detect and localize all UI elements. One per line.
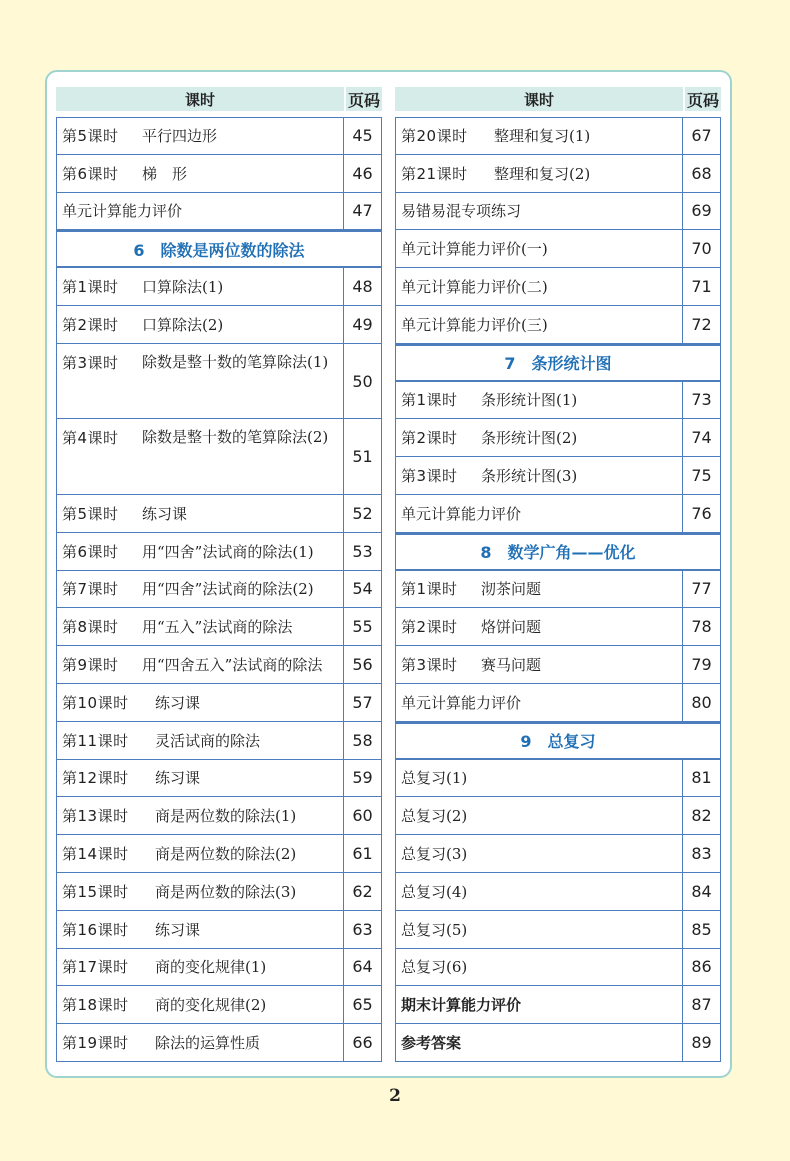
lesson-title xyxy=(57,155,343,192)
toc-row xyxy=(395,1024,721,1062)
chapter-title: 9 总复习 xyxy=(520,732,596,752)
page-ref: 68 xyxy=(682,155,720,192)
lesson-label: 第3课时 xyxy=(401,656,458,675)
lesson-text: 灵活试商的除法 xyxy=(155,731,261,750)
lesson-text: 商是两位数的除法(1) xyxy=(155,807,297,826)
lesson-label: 第3课时 xyxy=(62,353,119,372)
lesson-text: 总复习(3) xyxy=(401,845,468,864)
toc-row xyxy=(56,986,382,1024)
page-ref: 60 xyxy=(343,797,381,834)
page-ref: 58 xyxy=(343,722,381,759)
lesson-title xyxy=(396,684,682,721)
lesson-text: 总复习(2) xyxy=(401,807,468,826)
toc-row xyxy=(395,571,721,609)
lesson-text: 整理和复习(2) xyxy=(494,164,591,183)
toc-left-column xyxy=(56,87,382,1062)
page-ref: 86 xyxy=(682,949,720,986)
lesson-title xyxy=(57,608,343,645)
lesson-label: 第13课时 xyxy=(62,807,129,826)
lesson-text: 参考答案 xyxy=(401,1034,462,1053)
page-ref: 62 xyxy=(343,873,381,910)
lesson-label: 第20课时 xyxy=(401,127,468,146)
toc-row xyxy=(56,873,382,911)
lesson-label: 第1课时 xyxy=(401,580,458,599)
page-ref: 71 xyxy=(682,268,720,305)
chapter-title: 8 数学广角——优化 xyxy=(480,543,636,563)
lesson-text: 期末计算能力评价 xyxy=(401,996,522,1015)
lesson-title xyxy=(396,382,682,419)
lesson-text: 用“四舍五入”法试商的除法 xyxy=(142,656,323,675)
page-ref: 48 xyxy=(343,268,381,305)
lesson-title xyxy=(396,949,682,986)
lesson-title xyxy=(396,646,682,683)
lesson-text: 单元计算能力评价(一) xyxy=(401,240,548,259)
toc-row xyxy=(395,608,721,646)
page-ref: 52 xyxy=(343,495,381,532)
lesson-text: 单元计算能力评价(二) xyxy=(401,278,548,297)
chapter-heading xyxy=(395,533,721,571)
header-page: 页码 xyxy=(344,87,382,111)
page-ref: 59 xyxy=(343,760,381,797)
lesson-title xyxy=(57,118,343,154)
lesson-label: 第11课时 xyxy=(62,731,129,750)
toc-row xyxy=(395,382,721,420)
page-ref: 51 xyxy=(343,419,381,494)
lesson-label: 第1课时 xyxy=(62,278,119,297)
page-ref: 84 xyxy=(682,873,720,910)
page-ref: 85 xyxy=(682,911,720,948)
toc-row xyxy=(395,684,721,722)
lesson-label: 第6课时 xyxy=(62,164,119,183)
lesson-title xyxy=(396,1024,682,1061)
toc-row xyxy=(56,684,382,722)
page-ref: 73 xyxy=(682,382,720,419)
lesson-label: 第19课时 xyxy=(62,1034,129,1053)
toc-row xyxy=(395,797,721,835)
toc-row xyxy=(56,835,382,873)
toc-row xyxy=(395,419,721,457)
lesson-label: 第14课时 xyxy=(62,845,129,864)
lesson-text: 练习课 xyxy=(142,504,188,523)
lesson-text: 烙饼问题 xyxy=(481,618,542,637)
page-ref: 67 xyxy=(682,118,720,154)
page-ref: 77 xyxy=(682,571,720,608)
lesson-text: 口算除法(2) xyxy=(142,315,224,334)
lesson-text: 商的变化规律(2) xyxy=(155,996,267,1015)
lesson-title xyxy=(396,797,682,834)
lesson-title xyxy=(396,457,682,494)
page-ref: 45 xyxy=(343,118,381,154)
page-ref: 72 xyxy=(682,306,720,343)
page-ref: 56 xyxy=(343,646,381,683)
lesson-title xyxy=(57,533,343,570)
chapter-heading xyxy=(395,722,721,760)
page-ref: 64 xyxy=(343,949,381,986)
toc-row xyxy=(395,230,721,268)
lesson-title xyxy=(396,118,682,154)
lesson-label: 第10课时 xyxy=(62,693,129,712)
lesson-text: 整理和复习(1) xyxy=(494,127,591,146)
lesson-label: 第5课时 xyxy=(62,127,119,146)
lesson-title xyxy=(57,797,343,834)
chapter-heading xyxy=(56,230,382,268)
header-page: 页码 xyxy=(683,87,721,111)
lesson-text: 练习课 xyxy=(155,693,201,712)
lesson-text: 单元计算能力评价 xyxy=(401,504,522,523)
lesson-title xyxy=(57,684,343,721)
page-ref: 89 xyxy=(682,1024,720,1061)
lesson-text: 除法的运算性质 xyxy=(155,1034,261,1053)
lesson-label: 第2课时 xyxy=(62,315,119,334)
lesson-title xyxy=(57,419,343,494)
page-ref: 78 xyxy=(682,608,720,645)
toc-row xyxy=(56,760,382,798)
lesson-title xyxy=(57,344,343,419)
lesson-text: 除数是整十数的笔算除法(1) xyxy=(142,352,329,371)
lesson-label: 第1课时 xyxy=(401,391,458,410)
lesson-text: 梯 形 xyxy=(142,164,188,183)
page-ref: 66 xyxy=(343,1024,381,1061)
toc-row xyxy=(56,268,382,306)
page-ref: 87 xyxy=(682,986,720,1023)
lesson-text: 总复习(6) xyxy=(401,958,468,977)
lesson-title xyxy=(396,873,682,910)
lesson-text: 条形统计图(1) xyxy=(481,391,578,410)
lesson-title xyxy=(396,608,682,645)
lesson-title xyxy=(396,571,682,608)
toc-header xyxy=(56,87,382,111)
lesson-title xyxy=(57,835,343,872)
lesson-text: 条形统计图(2) xyxy=(481,429,578,448)
toc-row xyxy=(395,193,721,231)
lesson-title xyxy=(57,1024,343,1061)
lesson-text: 商是两位数的除法(3) xyxy=(155,882,297,901)
toc-row xyxy=(395,873,721,911)
toc-row xyxy=(56,571,382,609)
header-title: 课时 xyxy=(56,87,344,111)
lesson-title xyxy=(396,495,682,532)
lesson-label: 第2课时 xyxy=(401,618,458,637)
lesson-label: 第21课时 xyxy=(401,164,468,183)
lesson-label: 第16课时 xyxy=(62,920,129,939)
lesson-text: 练习课 xyxy=(155,769,201,788)
lesson-text: 商的变化规律(1) xyxy=(155,958,267,977)
toc-row xyxy=(56,419,382,495)
toc-row xyxy=(395,646,721,684)
page-ref: 61 xyxy=(343,835,381,872)
lesson-text: 单元计算能力评价 xyxy=(401,693,522,712)
lesson-title xyxy=(57,268,343,305)
lesson-title xyxy=(57,911,343,948)
toc-row xyxy=(56,495,382,533)
page-ref: 46 xyxy=(343,155,381,192)
page-ref: 50 xyxy=(343,344,381,419)
lesson-title xyxy=(396,835,682,872)
lesson-label: 第7课时 xyxy=(62,580,119,599)
page-ref: 80 xyxy=(682,684,720,721)
toc-row xyxy=(395,911,721,949)
lesson-text: 赛马问题 xyxy=(481,656,542,675)
toc-row xyxy=(56,949,382,987)
lesson-label: 第2课时 xyxy=(401,429,458,448)
page-ref: 53 xyxy=(343,533,381,570)
toc-row xyxy=(395,268,721,306)
lesson-text: 总复习(5) xyxy=(401,920,468,939)
lesson-label: 第8课时 xyxy=(62,618,119,637)
toc-row xyxy=(395,835,721,873)
lesson-label: 第12课时 xyxy=(62,769,129,788)
chapter-title: 6 除数是两位数的除法 xyxy=(133,240,305,260)
lesson-label: 第15课时 xyxy=(62,882,129,901)
lesson-text: 单元计算能力评价 xyxy=(62,202,183,221)
lesson-title xyxy=(396,986,682,1023)
lesson-text: 用“四舍”法试商的除法(1) xyxy=(142,542,314,561)
page-ref: 81 xyxy=(682,760,720,797)
toc-row xyxy=(56,911,382,949)
page-ref: 82 xyxy=(682,797,720,834)
toc-row xyxy=(56,193,382,231)
lesson-text: 总复习(4) xyxy=(401,882,468,901)
lesson-text: 单元计算能力评价(三) xyxy=(401,315,548,334)
lesson-title xyxy=(396,306,682,343)
toc-row xyxy=(395,760,721,798)
toc-row xyxy=(395,306,721,344)
lesson-title xyxy=(57,760,343,797)
lesson-label: 第18课时 xyxy=(62,996,129,1015)
lesson-text: 条形统计图(3) xyxy=(481,467,578,486)
lesson-text: 易错易混专项练习 xyxy=(401,202,522,221)
lesson-title xyxy=(57,646,343,683)
lesson-label: 第5课时 xyxy=(62,504,119,523)
page-ref: 57 xyxy=(343,684,381,721)
page-ref: 49 xyxy=(343,306,381,343)
page-ref: 79 xyxy=(682,646,720,683)
page-ref: 70 xyxy=(682,230,720,267)
toc-row xyxy=(56,722,382,760)
lesson-title xyxy=(57,193,343,230)
lesson-text: 总复习(1) xyxy=(401,769,468,788)
header-title: 课时 xyxy=(395,87,683,111)
page-ref: 76 xyxy=(682,495,720,532)
lesson-title xyxy=(57,495,343,532)
lesson-label: 第17课时 xyxy=(62,958,129,977)
toc-row xyxy=(395,155,721,193)
toc-row xyxy=(395,457,721,495)
toc-row xyxy=(56,344,382,420)
toc-row xyxy=(56,306,382,344)
lesson-title xyxy=(396,268,682,305)
toc-row xyxy=(56,117,382,155)
lesson-title xyxy=(396,419,682,456)
page-ref: 65 xyxy=(343,986,381,1023)
lesson-text: 平行四边形 xyxy=(142,127,218,146)
page-ref: 63 xyxy=(343,911,381,948)
chapter-title: 7 条形统计图 xyxy=(504,354,612,374)
lesson-text: 用“五入”法试商的除法 xyxy=(142,618,293,637)
toc-row xyxy=(395,986,721,1024)
lesson-title xyxy=(396,230,682,267)
lesson-text: 练习课 xyxy=(155,920,201,939)
page-ref: 75 xyxy=(682,457,720,494)
toc-header xyxy=(395,87,721,111)
toc-row xyxy=(56,1024,382,1062)
lesson-title xyxy=(57,949,343,986)
page-ref: 47 xyxy=(343,193,381,230)
toc-row xyxy=(56,155,382,193)
toc-right-column xyxy=(395,87,721,1062)
page-ref: 83 xyxy=(682,835,720,872)
lesson-text: 口算除法(1) xyxy=(142,278,224,297)
lesson-title xyxy=(57,722,343,759)
toc-row xyxy=(56,646,382,684)
lesson-label: 第6课时 xyxy=(62,542,119,561)
page-number: 2 xyxy=(389,1086,401,1106)
lesson-title xyxy=(57,306,343,343)
lesson-label: 第9课时 xyxy=(62,656,119,675)
toc-row xyxy=(395,495,721,533)
toc-row xyxy=(56,797,382,835)
lesson-title xyxy=(396,911,682,948)
lesson-text: 商是两位数的除法(2) xyxy=(155,845,297,864)
toc-row xyxy=(56,608,382,646)
toc-row xyxy=(56,533,382,571)
lesson-text: 用“四舍”法试商的除法(2) xyxy=(142,580,314,599)
lesson-title xyxy=(57,571,343,608)
lesson-title xyxy=(57,873,343,910)
lesson-label: 第3课时 xyxy=(401,467,458,486)
lesson-label: 第4课时 xyxy=(62,429,119,448)
lesson-title xyxy=(57,986,343,1023)
toc-row xyxy=(395,117,721,155)
lesson-text: 沏茶问题 xyxy=(481,580,542,599)
page-ref: 55 xyxy=(343,608,381,645)
page-ref: 54 xyxy=(343,571,381,608)
lesson-title xyxy=(396,155,682,192)
page-ref: 69 xyxy=(682,193,720,230)
chapter-heading xyxy=(395,344,721,382)
lesson-text: 除数是整十数的笔算除法(2) xyxy=(142,428,329,447)
lesson-title xyxy=(396,760,682,797)
page-ref: 74 xyxy=(682,419,720,456)
toc-row xyxy=(395,949,721,987)
lesson-title xyxy=(396,193,682,230)
